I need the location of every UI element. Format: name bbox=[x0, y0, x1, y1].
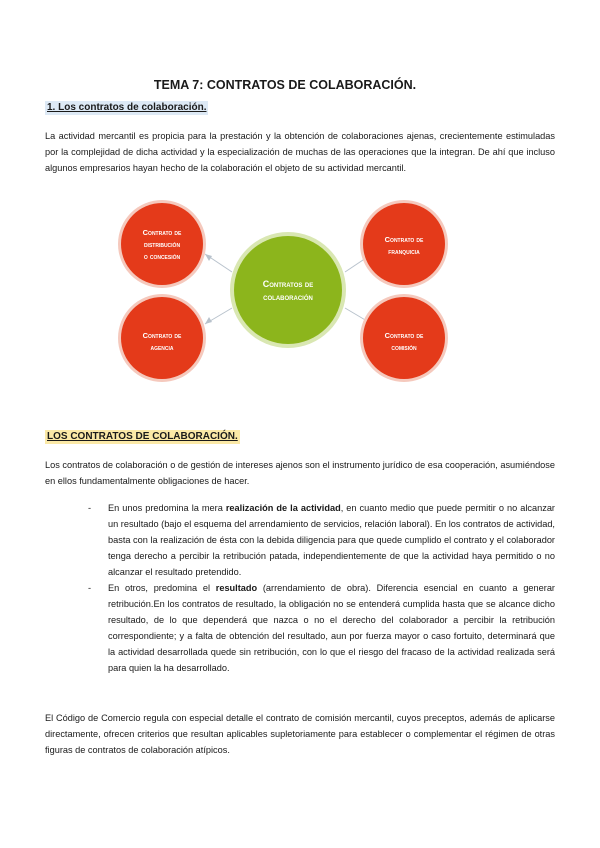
arrowhead-top-left bbox=[205, 254, 212, 261]
node-distribucion-line3: o concesión bbox=[143, 252, 181, 261]
section-heading-2: LOS CONTRATOS DE COLABORACIÓN. bbox=[47, 431, 238, 442]
node-agencia-line2: agencia bbox=[150, 343, 174, 352]
list-item-bold: resultado bbox=[215, 583, 258, 593]
list-item-bold: realización de la actividad bbox=[225, 503, 341, 513]
node-comision bbox=[360, 294, 448, 382]
arrowhead-bottom-left bbox=[205, 317, 212, 324]
node-franquicia bbox=[360, 200, 448, 288]
node-franquicia-line1: Contrato de bbox=[384, 235, 424, 244]
node-distribucion-line1: Contrato de bbox=[142, 228, 182, 237]
page-title: TEMA 7: CONTRATOS DE COLABORACIÓN. bbox=[153, 78, 417, 92]
section1-paragraph: La actividad mercantil es propicia para la prestación y la obtención de colaboraciones ajenas, crecientemente estimuladas por la complejidad de dicha actividad y la especialización de muchas de las operaciones que la integran. De ahí que incluso algunos empresarios hayan hecho de la colaboración el objeto de su actividad mercantil. bbox=[45, 131, 555, 173]
list-item bbox=[88, 500, 555, 580]
section-heading-1: 1. Los contratos de colaboración. bbox=[47, 102, 207, 113]
node-distribucion bbox=[118, 200, 206, 288]
node-agencia-line1: Contrato de bbox=[142, 331, 182, 340]
list-item bbox=[88, 580, 555, 676]
list-item-pre: En otros, predomina el bbox=[108, 583, 216, 593]
list-item-pre: En unos predomina la mera bbox=[108, 503, 226, 513]
section2-intro: Los contratos de colaboración o de gestión de intereses ajenos son el instrumento jurídico de esa cooperación, asumiéndose en ellos fundamentalmente obligaciones de hacer. bbox=[45, 460, 555, 486]
node-franquicia-line2: franquicia bbox=[388, 247, 420, 256]
list-item-post: (arrendamiento de obra). Diferencia esencial en cuanto a generar retribución.En los contratos de resultado, la obligación no se entenderá cumplida hasta que se alcance dicho resultado, de lo que dependerá que nazca o no el derecho del colaborador a percibir la retribución correspondiente; y a falta de obtención del resultado, aun por fuerza mayor o caso fortuito, determinará que la actividad desarrollada quede sin retribución, con lo que el riesgo del fracaso de la actividad realizada será para quien la ha desarrollado. bbox=[108, 583, 555, 673]
closing-paragraph: El Código de Comercio regula con especial detalle el contrato de comisión mercantil, cuyos preceptos, además de aplicarse directamente, ofrecen criterios que resultan aplicables supletoriamente para establecer o complementar el régimen de otras figuras de contratos de colaboración atípicos. bbox=[45, 713, 555, 755]
node-comision-line2: comisión bbox=[391, 343, 417, 352]
node-distribucion-line2: distribución bbox=[143, 240, 181, 249]
list-item-post: , en cuanto medio que puede permitir o no alcanzar un resultado (bajo el esquema del arrendamiento de servicios, relación laboral). En los contratos de actividad, basta con la realización de ésta con la debida diligencia para que quede cumplido el contrato y el colaborador tenga derecho a percibir la retribución patada, independientemente de que la actividad haya permitido o no alcanzar el resultado pretendido. bbox=[108, 503, 555, 577]
collaboration-diagram bbox=[0, 190, 600, 390]
center-label-line2: colaboración bbox=[263, 292, 313, 302]
contract-types-list bbox=[88, 500, 555, 676]
node-agencia bbox=[118, 294, 206, 382]
list-dash: - bbox=[88, 503, 92, 513]
node-comision-line1: Contrato de bbox=[384, 331, 424, 340]
center-node bbox=[230, 232, 346, 348]
center-label-line1: Contratos de bbox=[262, 279, 314, 289]
list-dash: - bbox=[88, 583, 92, 593]
